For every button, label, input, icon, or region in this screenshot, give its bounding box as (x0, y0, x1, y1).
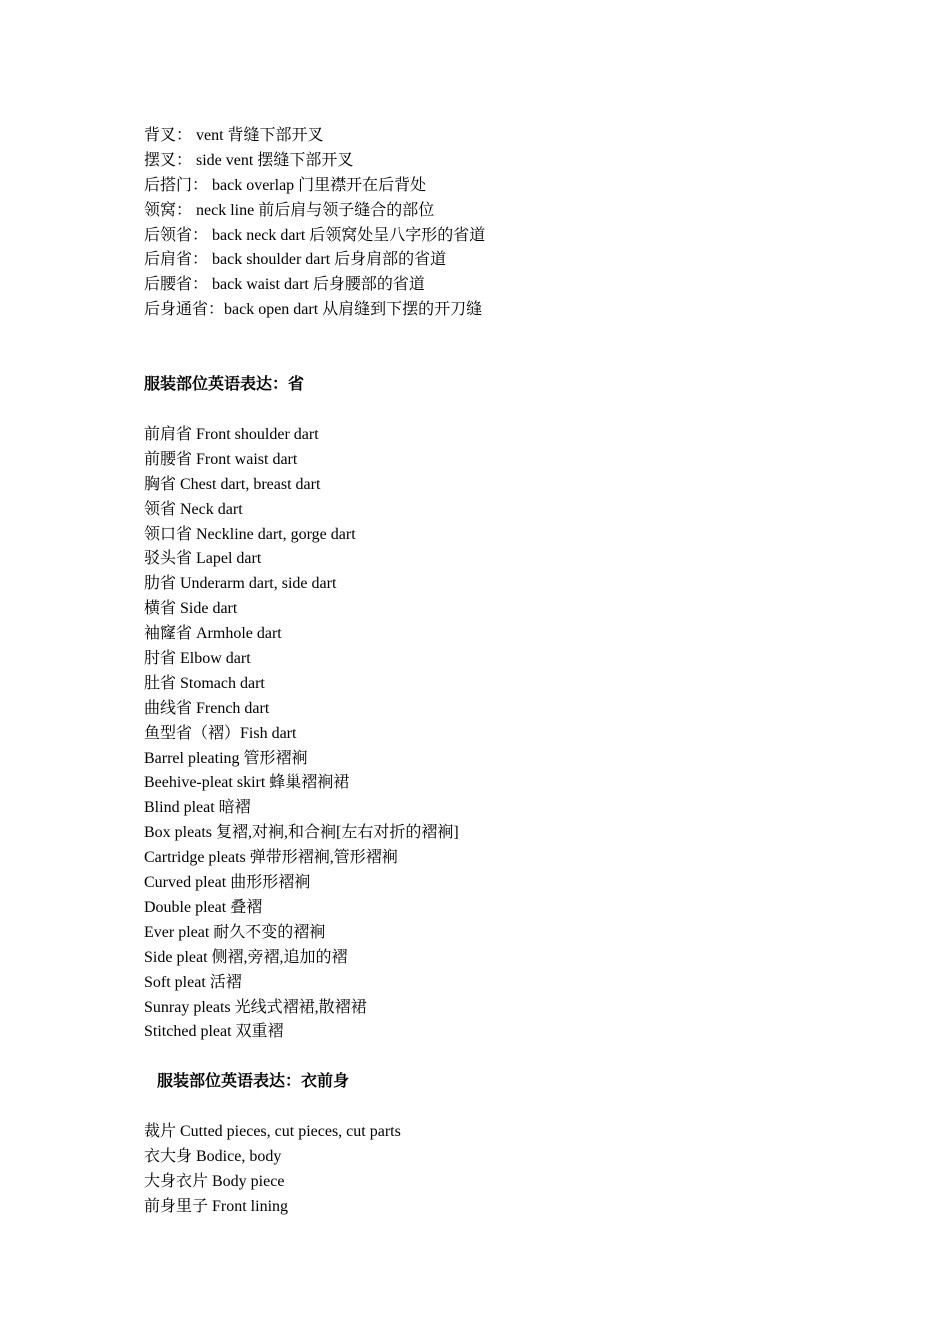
term-line: 肚省 Stomach dart (144, 674, 265, 692)
term-line: Cartridge pleats 弹带形褶裥,管形褶裥 (144, 849, 398, 867)
term-line: 驳头省 Lapel dart (144, 550, 262, 568)
term-line: Stitched pleat 双重褶 (144, 1023, 284, 1041)
term-line: Side pleat 侧褶,旁褶,追加的褶 (144, 948, 348, 966)
term-line: 摆叉： side vent 摆缝下部开叉 (144, 151, 354, 169)
term-line: Box pleats 复褶,对裥,和合裥[左右对折的褶裥] (144, 824, 459, 842)
term-line: 后身通省：back open dart 从肩缝到下摆的开刀缝 (144, 301, 483, 319)
term-line: 后搭门： back overlap 门里襟开在后背处 (144, 176, 427, 194)
section-darts (144, 373, 864, 1045)
term-line: Sunray pleats 光线式褶裙,散褶裙 (144, 998, 367, 1016)
term-line: 后腰省： back waist dart 后身腰部的省道 (144, 276, 425, 294)
term-line: 袖窿省 Armhole dart (144, 625, 282, 643)
term-line: 后领省： back neck dart 后领窝处呈八字形的省道 (144, 226, 486, 244)
term-line: Double pleat 叠褶 (144, 898, 263, 916)
term-line: 曲线省 French dart (144, 699, 270, 717)
term-line: Ever pleat 耐久不变的褶裥 (144, 923, 326, 941)
term-line: 领口省 Neckline dart, gorge dart (144, 525, 356, 543)
term-line: 裁片 Cutted pieces, cut pieces, cut parts (144, 1123, 401, 1141)
term-line: Barrel pleating 管形褶裥 (144, 749, 308, 767)
term-line: 领省 Neck dart (144, 500, 243, 518)
section-heading: 服装部位英语表达：省 (144, 376, 305, 394)
term-line: 前身里子 Front lining (144, 1197, 289, 1215)
term-line: 前腰省 Front waist dart (144, 450, 298, 468)
term-line: 胸省 Chest dart, breast dart (144, 475, 321, 493)
term-line: 后肩省： back shoulder dart 后身肩部的省道 (144, 251, 447, 269)
spacer (144, 323, 864, 373)
term-line: 肘省 Elbow dart (144, 650, 251, 668)
spacer (144, 398, 864, 423)
term-line: 肋省 Underarm dart, side dart (144, 575, 337, 593)
section-heading: 服装部位英语表达：衣前身 (157, 1073, 350, 1091)
term-line: 横省 Side dart (144, 600, 238, 618)
spacer (144, 1095, 864, 1120)
term-line: Blind pleat 暗褶 (144, 799, 251, 817)
term-line: Beehive-pleat skirt 蜂巢褶裥裙 (144, 774, 350, 792)
section-back-terms (144, 124, 864, 323)
term-line: Soft pleat 活褶 (144, 973, 242, 991)
term-line: 领窝： neck line 前后肩与领子缝合的部位 (144, 201, 435, 219)
term-line: 鱼型省（褶）Fish dart (144, 724, 297, 742)
term-line: Curved pleat 曲形形褶裥 (144, 874, 311, 892)
term-line: 前肩省 Front shoulder dart (144, 426, 319, 444)
term-line: 衣大身 Bodice, body (144, 1148, 282, 1166)
document-page (144, 124, 864, 1220)
term-line: 大身衣片 Body piece (144, 1172, 285, 1190)
spacer (144, 1045, 864, 1070)
term-line: 背叉： vent 背缝下部开叉 (144, 127, 324, 144)
section-front-body (144, 1070, 864, 1219)
